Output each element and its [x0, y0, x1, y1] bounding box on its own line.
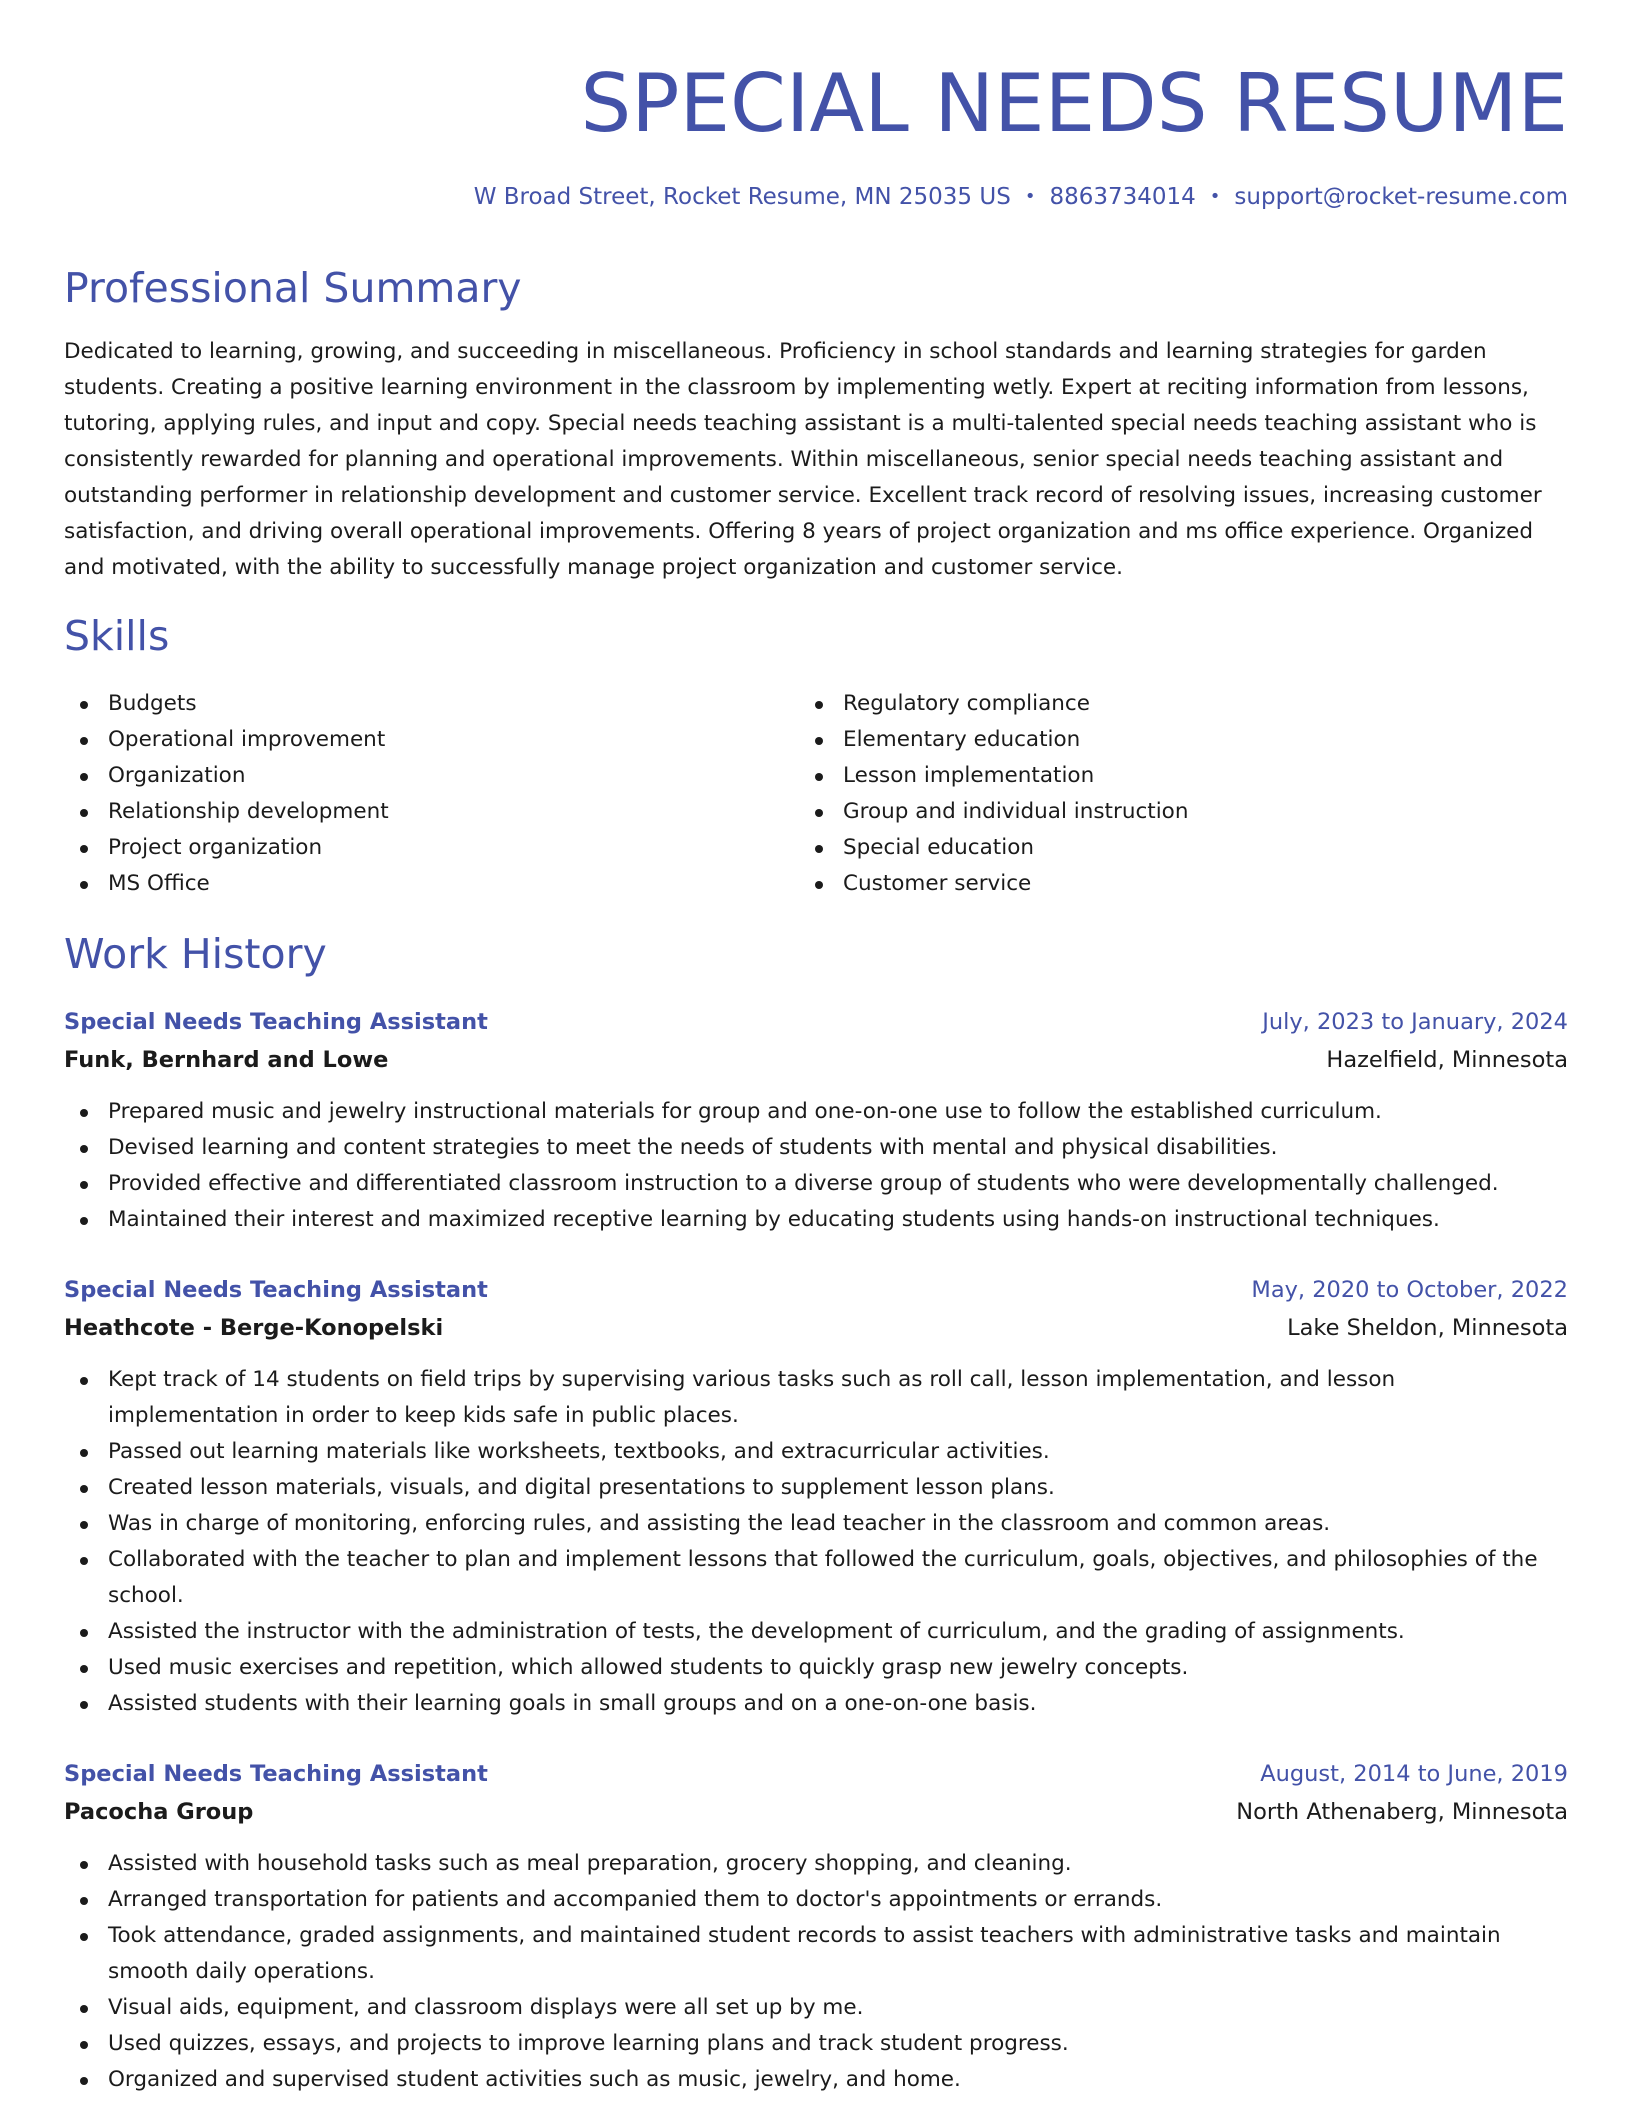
skill-item: [64, 794, 389, 830]
bullet-icon: [80, 1377, 88, 1385]
duty-text: Used music exercises and repetition, which allowed students to quickly grasp new jewelry concepts.: [108, 1655, 1189, 1680]
skills-list-right: [799, 686, 1188, 902]
job-company: Pacocha Group: [64, 1799, 254, 1825]
duty-item: [64, 1130, 1568, 1166]
job-title-row: [64, 1272, 1568, 1310]
bullet-icon: [80, 737, 88, 745]
skill-item: [64, 686, 389, 722]
duty-item: [64, 1362, 1568, 1434]
duty-text: Collaborated with the teacher to plan and implement lessons that followed the curriculum, goals, objectives, and philosophies of the school.: [108, 1547, 1538, 1608]
duty-text: Provided effective and differentiated classroom instruction to a diverse group of students who were developmentally challenged.: [108, 1171, 1499, 1196]
bullet-icon: [80, 1665, 88, 1673]
job-location: Lake Sheldon, Minnesota: [1287, 1315, 1568, 1341]
job-entry: [64, 1756, 1568, 2098]
skill-label: Project organization: [108, 835, 323, 860]
summary-text: Dedicated to learning, growing, and succeeding in miscellaneous. Proficiency in school standards and learning strategies for garden students. Creating a positive learning environment in the classroom by implementing wetly. Expert at reciting information from lessons, tutoring, applying rules, and input and copy. Special needs teaching assistant is a multi-talented special needs teaching assistant who is consistently rewarded for planning and operational improvements. Within miscellaneous, senior special needs teaching assistant and outstanding performer in relationship development and customer service. Excellent track record of resolving issues, increasing customer satisfaction, and driving overall operational improvements. Offering 8 years of project organization and ms office experience. Organized and motivated, with the ability to successfully manage project organization and customer service.: [64, 339, 1542, 580]
skill-label: Special education: [843, 835, 1034, 860]
job-company-row: [64, 1794, 1568, 1832]
job-duties: [64, 1362, 1568, 1722]
skill-label: Lesson implementation: [843, 763, 1095, 788]
duty-item: [64, 1990, 1568, 2026]
bullet-icon: [80, 2041, 88, 2049]
job-duties: [64, 1846, 1568, 2098]
bullet-icon: [80, 1557, 88, 1565]
duty-item: [64, 1846, 1568, 1882]
skill-item: [799, 794, 1188, 830]
bullet-icon: [815, 809, 823, 817]
bullet-icon: [80, 809, 88, 817]
job-company: Funk, Bernhard and Lowe: [64, 1047, 389, 1073]
duty-text: Assisted with household tasks such as meal preparation, grocery shopping, and cleaning.: [108, 1851, 1072, 1876]
resume-title: SPECIAL NEEDS RESUME: [580, 57, 1568, 150]
duty-item: [64, 1650, 1568, 1686]
bullet-icon: [80, 1109, 88, 1117]
bullet-icon: [815, 881, 823, 889]
bullet-icon: [80, 1933, 88, 1941]
skill-label: Regulatory compliance: [843, 691, 1090, 716]
duty-text: Visual aids, equipment, and classroom displays were all set up by me.: [108, 1995, 864, 2020]
skill-label: MS Office: [108, 871, 210, 896]
summary-heading: Professional Summary: [64, 264, 522, 312]
bullet-icon: [80, 773, 88, 781]
duty-text: Assisted students with their learning goals in small groups and on a one-on-one basis.: [108, 1691, 1037, 1716]
contact-email: support@rocket-resume.com: [1234, 184, 1568, 210]
job-entry: [64, 1272, 1568, 1722]
duty-item: [64, 1542, 1568, 1614]
skills-heading: Skills: [64, 612, 170, 660]
bullet-icon: [815, 737, 823, 745]
duty-text: Took attendance, graded assignments, and maintained student records to assist teachers with administrative tasks and maintain smooth daily operations.: [108, 1923, 1501, 1984]
skill-label: Customer service: [843, 871, 1032, 896]
bullet-icon: [80, 1217, 88, 1225]
job-title: Special Needs Teaching Assistant: [64, 1761, 488, 1787]
bullet-icon: [815, 701, 823, 709]
duty-item: [64, 1166, 1568, 1202]
bullet-icon: [80, 2005, 88, 2013]
bullet-icon: [80, 1485, 88, 1493]
bullet-icon: [80, 1521, 88, 1529]
bullet-icon: [80, 2077, 88, 2085]
duty-item: [64, 1202, 1568, 1238]
duty-text: Organized and supervised student activities such as music, jewelry, and home.: [108, 2067, 961, 2092]
skill-label: Organization: [108, 763, 246, 788]
job-title-row: [64, 1004, 1568, 1042]
duty-text: Arranged transportation for patients and accompanied them to doctor's appointments or errands.: [108, 1887, 1163, 1912]
job-dates: August, 2014 to June, 2019: [1260, 1761, 1568, 1787]
job-title: Special Needs Teaching Assistant: [64, 1009, 488, 1035]
job-location: Hazelfield, Minnesota: [1326, 1047, 1568, 1073]
skill-item: [64, 866, 389, 902]
job-entry: [64, 1004, 1568, 1238]
bullet-icon: [80, 845, 88, 853]
skill-label: Group and individual instruction: [843, 799, 1189, 824]
duty-text: Created lesson materials, visuals, and digital presentations to supplement lesson plans.: [108, 1475, 1055, 1500]
job-company: Heathcote - Berge-Konopelski: [64, 1315, 444, 1341]
skill-item: [799, 758, 1188, 794]
duty-item: [64, 2026, 1568, 2062]
duty-text: Used quizzes, essays, and projects to improve learning plans and track student progress.: [108, 2031, 1069, 2056]
contact-line: [474, 180, 1568, 214]
bullet-icon: [80, 1629, 88, 1637]
duty-item: [64, 1614, 1568, 1650]
skill-item: [64, 758, 389, 794]
duty-item: [64, 1094, 1568, 1130]
contact-address: W Broad Street, Rocket Resume, MN 25035 US: [473, 184, 1011, 210]
bullet-icon: [815, 845, 823, 853]
contact-separator: •: [1209, 186, 1221, 207]
duty-item: [64, 1470, 1568, 1506]
skill-label: Relationship development: [108, 799, 389, 824]
job-title: Special Needs Teaching Assistant: [64, 1277, 488, 1303]
duty-text: Prepared music and jewelry instructional materials for group and one-on-one use to follow the established curriculum.: [108, 1099, 1382, 1124]
skills-list-left: [64, 686, 389, 902]
bullet-icon: [80, 1897, 88, 1905]
duty-item: [64, 1506, 1568, 1542]
skill-item: [799, 830, 1188, 866]
job-dates: July, 2023 to January, 2024: [1262, 1009, 1568, 1035]
duty-item: [64, 1434, 1568, 1470]
duty-text: Kept track of 14 students on field trips by supervising various tasks such as roll call, lesson implementation, and lesson implementation in order to keep kids safe in public places.: [108, 1367, 1396, 1428]
contact-phone: 8863734014: [1049, 184, 1196, 210]
skill-label: Budgets: [108, 691, 197, 716]
bullet-icon: [80, 1145, 88, 1153]
duty-text: Devised learning and content strategies to meet the needs of students with mental and physical disabilities.: [108, 1135, 1278, 1160]
skill-label: Operational improvement: [108, 727, 386, 752]
duty-item: [64, 1686, 1568, 1722]
bullet-icon: [80, 1449, 88, 1457]
bullet-icon: [80, 1861, 88, 1869]
duty-text: Passed out learning materials like worksheets, textbooks, and extracurricular activities.: [108, 1439, 1050, 1464]
job-company-row: [64, 1310, 1568, 1348]
bullet-icon: [80, 1181, 88, 1189]
duty-item: [64, 1918, 1568, 1990]
skill-label: Elementary education: [843, 727, 1081, 752]
bullet-icon: [80, 881, 88, 889]
job-dates: May, 2020 to October, 2022: [1251, 1277, 1568, 1303]
duty-item: [64, 2062, 1568, 2098]
contact-separator: •: [1024, 186, 1036, 207]
skill-item: [799, 686, 1188, 722]
job-title-row: [64, 1756, 1568, 1794]
skill-item: [799, 722, 1188, 758]
skill-item: [799, 866, 1188, 902]
bullet-icon: [80, 701, 88, 709]
duty-text: Assisted the instructor with the administration of tests, the development of curriculum, and the grading of assignments.: [108, 1619, 1405, 1644]
duty-text: Maintained their interest and maximized receptive learning by educating students using hands-on instructional techniques.: [108, 1207, 1440, 1232]
skill-item: [64, 830, 389, 866]
duty-item: [64, 1882, 1568, 1918]
bullet-icon: [815, 773, 823, 781]
job-duties: [64, 1094, 1568, 1238]
job-location: North Athenaberg, Minnesota: [1236, 1799, 1568, 1825]
skill-item: [64, 722, 389, 758]
duty-text: Was in charge of monitoring, enforcing rules, and assisting the lead teacher in the classroom and common areas.: [108, 1511, 1331, 1536]
bullet-icon: [80, 1701, 88, 1709]
job-company-row: [64, 1042, 1568, 1080]
work-history-heading: Work History: [64, 930, 327, 978]
